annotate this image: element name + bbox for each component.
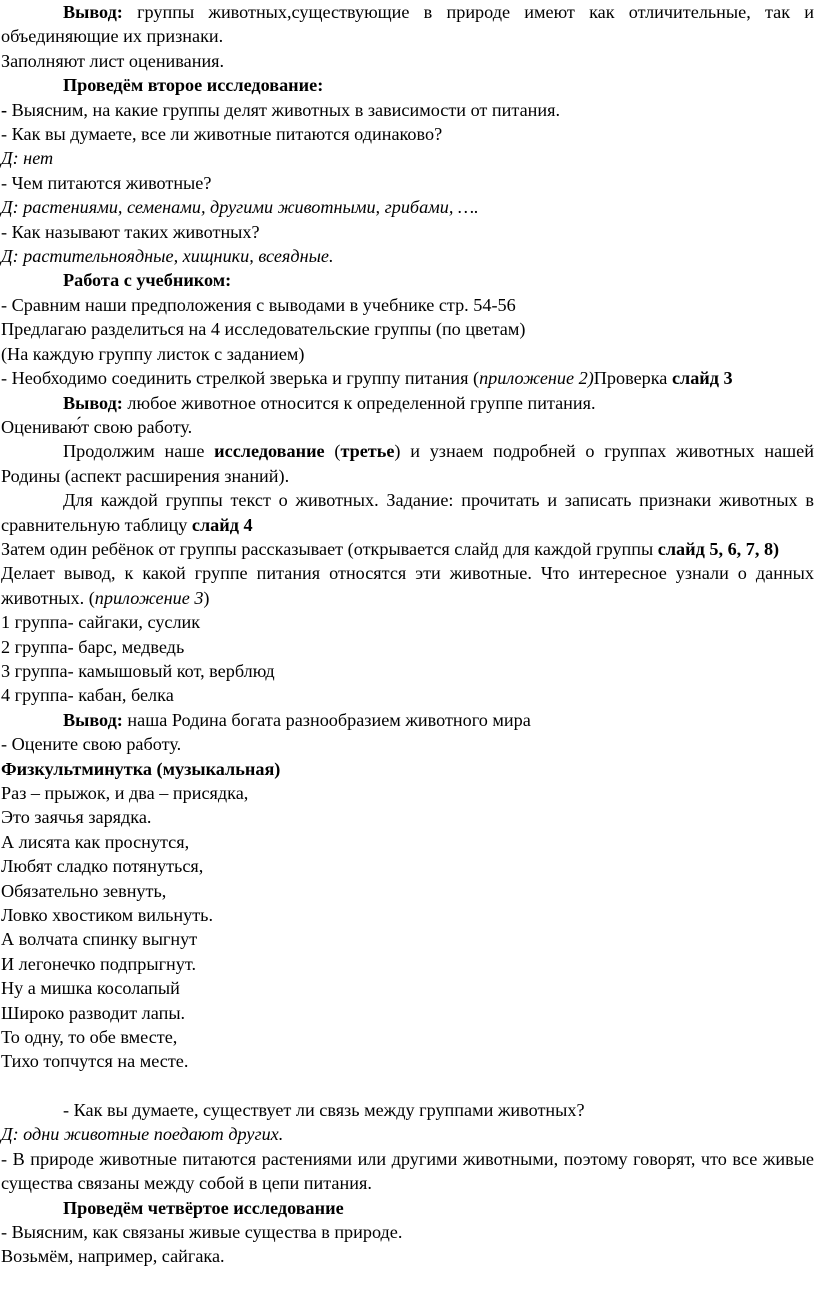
group-item: 1 группа- сайгаки, суслик xyxy=(1,612,201,633)
slide-ref: слайд 5, 6, 7, 8) xyxy=(657,538,780,559)
question-groups xyxy=(1,98,814,122)
slide-ref: слайд 3 xyxy=(671,368,733,389)
conclusion-2 xyxy=(1,391,814,415)
poem-line: А волчата спинку выгнут xyxy=(1,929,198,950)
group-item: 4 группа- кабан, белка xyxy=(1,685,174,706)
question-connection: - Как вы думаете, существует ли связь между группами животных? xyxy=(63,1099,585,1120)
dash: - xyxy=(1,99,8,120)
blank-line xyxy=(1,1074,814,1098)
evaluate-line: Оцениваю́т свою работу. xyxy=(1,416,193,437)
fill-sheet: Заполняют лист оценивания. xyxy=(1,50,225,71)
conclusion-1 xyxy=(1,0,814,49)
exercise-heading: Физкультминутка (музыкальная) xyxy=(1,758,281,779)
slide-ref: слайд 4 xyxy=(191,514,253,535)
third-word: третье xyxy=(340,441,395,462)
textbook-heading: Работа с учебником: xyxy=(63,270,232,291)
poem-line: Ловко хвостиком вильнуть. xyxy=(1,905,213,926)
question-text: Выясним, на какие группы делят животных в зависимости от питания. xyxy=(7,99,561,120)
question-names: - Как называют таких животных? xyxy=(1,221,260,242)
conclusion-3 xyxy=(1,708,814,732)
poem-line: Обязательно зевнуть, xyxy=(1,880,167,901)
answer-food: Д: растениями, семенами, другими животными, грибами, …. xyxy=(1,197,479,218)
conclusion-text: любое животное относится к определенной группе питания. xyxy=(122,392,596,413)
appendix-ref: приложение 3 xyxy=(94,587,204,608)
poem-line: Любят сладко потянуться, xyxy=(1,856,204,877)
continue-research xyxy=(1,439,814,488)
conclusion-label: Вывод: xyxy=(63,709,123,730)
makes-conclusion xyxy=(1,561,814,610)
group-task xyxy=(1,488,814,537)
question-same-food: - Как вы думаете, все ли животные питаются одинаково? xyxy=(1,124,443,145)
check-text: Проверка xyxy=(593,368,672,389)
poem-line: Раз – прыжок, и два – присядка, xyxy=(1,783,249,803)
answer-eat-others: Д: одни животные поедают других. xyxy=(1,1124,284,1145)
appendix-ref: приложение 2) xyxy=(479,368,594,389)
close-paren: ) xyxy=(203,587,210,608)
connect-text: - Необходимо соединить стрелкой зверька и группу питания ( xyxy=(1,368,480,389)
question-what-eat: - Чем питаются животные? xyxy=(1,172,212,193)
connect-task xyxy=(1,366,814,390)
answer-no: Д: нет xyxy=(1,148,54,169)
question-relations: - Выясним, как связаны живые существа в природе. xyxy=(1,1221,403,1242)
compare-line: - Сравним наши предположения с выводами в учебнике стр. 54-56 xyxy=(1,294,516,315)
conclusion-text: группы животных,существующие в природе имеют как отличительные, так и объединяющие их признаки. xyxy=(1,2,814,47)
continue-post: ) и узнаем подробней о группах животных нашей Родины (аспект расширения знаний). xyxy=(1,441,814,486)
group-item: 2 группа- барс, медведь xyxy=(1,636,185,657)
group-task-text: Для каждой группы текст о животных. Задание: прочитать и записать признаки животных в сравнительную таблицу xyxy=(1,490,814,535)
groups-line: Предлагаю разделиться на 4 исследовательские группы (по цветам) xyxy=(1,319,526,340)
conclusion-text: наша Родина богата разнообразием животного мира xyxy=(122,709,531,730)
poem-line: То одну, то обе вместе, xyxy=(1,1027,178,1048)
conclusion-label: Вывод: xyxy=(63,2,123,22)
food-chain-text: - В природе животные питаются растениями или другими животными, поэтому говорят, что все живые существа связаны между собой в цепи питания. xyxy=(1,1148,814,1194)
research-4-heading: Проведём четвёртое исследование xyxy=(63,1197,344,1218)
poem-line: Ну а мишка косолапый xyxy=(1,978,180,999)
continue-mid: ( xyxy=(324,441,341,462)
leaflet-line: (На каждую группу листок с заданием) xyxy=(1,343,305,364)
poem-line: Широко разводит лапы. xyxy=(1,1002,186,1023)
poem-line: Тихо топчутся на месте. xyxy=(1,1051,189,1072)
child-tells-text: Затем один ребёнок от группы рассказывает (открывается слайд для каждой группы xyxy=(1,538,658,559)
group-item: 3 группа- камышовый кот, верблюд xyxy=(1,660,275,681)
conclusion-label: Вывод: xyxy=(63,392,123,413)
poem-line: А лисята как проснутся, xyxy=(1,831,190,852)
answer-names: Д: растительноядные, хищники, всеядные. xyxy=(1,246,334,267)
poem-line: Это заячья зарядка. xyxy=(1,807,152,828)
continue-pre: Продолжим наше xyxy=(63,441,215,462)
rate-work: - Оцените свою работу. xyxy=(1,734,182,755)
research-word: исследование xyxy=(214,441,325,462)
child-tells xyxy=(1,537,814,561)
research-2-heading: Проведём второе исследование: xyxy=(63,75,324,96)
makes-conclusion-text: Делает вывод, к какой группе питания относятся эти животные. Что интересное узнали о данных животных. ( xyxy=(1,563,814,608)
example-saiga: Возьмём, например, сайгака. xyxy=(1,1246,225,1267)
poem-line: И легонечко подпрыгнут. xyxy=(1,953,196,974)
